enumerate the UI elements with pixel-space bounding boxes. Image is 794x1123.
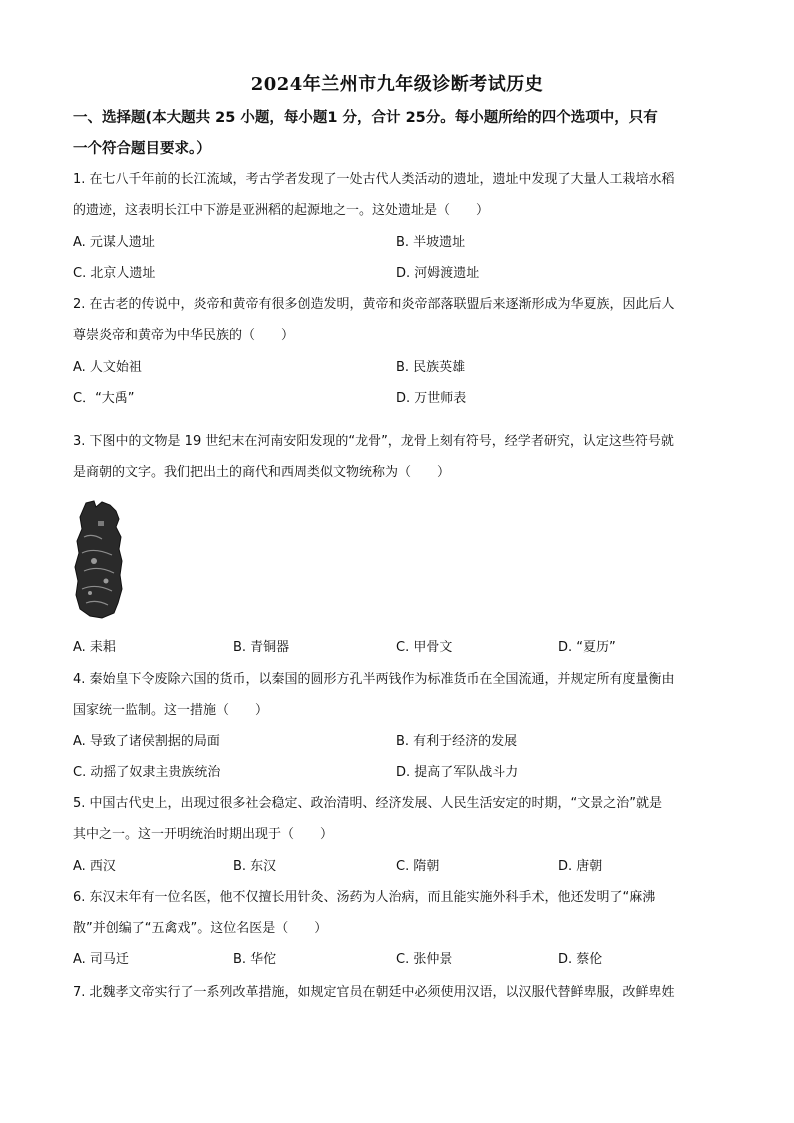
question-6-option-b: B. 华佗 [233,952,277,967]
question-3-option-d: D. “夏历” [558,640,616,655]
question-3-option-b: B. 青铜器 [233,640,290,655]
question-4-stem-line-2: 国家统一监制。这一措施（ ） [73,703,269,718]
question-2-option-b: B. 民族英雄 [396,360,466,375]
question-3-stem-line-2: 是商朝的文字。我们把出土的商代和西周类似文物统称为（ ） [73,465,451,480]
question-1-option-c: C. 北京人遗址 [73,266,156,281]
question-5-option-b: B. 东汉 [233,859,277,874]
question-2-stem-line-2: 尊崇炎帝和黄帝为中华民族的（ ） [73,328,295,343]
question-7-stem-line-1: 7. 北魏孝文帝实行了一系列改革措施，如规定官员在朝廷中必须使用汉语，以汉服代替鲜卑服，改鲜卑姓 [73,985,675,1000]
page-title: 2024年兰州市九年级诊断考试历史 [250,74,544,95]
oracle-bone-icon [72,497,124,622]
question-6-stem-line-2: 散”并创编了“五禽戏”。这位名医是（ ） [73,921,328,936]
question-6-option-a: A. 司马迁 [73,952,129,967]
question-4-option-b: B. 有利于经济的发展 [396,734,518,749]
question-6-option-c: C. 张仲景 [396,952,453,967]
question-6-option-d: D. 蔡伦 [558,952,603,967]
question-5-stem-line-1: 5. 中国古代史上，出现过很多社会稳定、政治清明、经济发展、人民生活安定的时期，“文景之治”就是 [73,796,663,811]
question-5-option-c: C. 隋朝 [396,859,440,874]
question-1-stem-line-1: 1. 在七八千年前的长江流域，考古学者发现了一处古代人类活动的遗址，遗址中发现了大量人工栽培水稻 [73,172,675,187]
section-heading-line-2: 一个符合题目要求。） [73,141,211,157]
question-1-option-d: D. 河姆渡遗址 [396,266,480,281]
question-4-option-a: A. 导致了诸侯割据的局面 [73,734,220,749]
question-5-option-a: A. 西汉 [73,859,116,874]
question-1-stem-line-2: 的遗迹，这表明长江中下游是亚洲稻的起源地之一。这处遗址是（ ） [73,203,490,218]
question-1-option-b: B. 半坡遗址 [396,235,466,250]
question-2-option-a: A. 人文始祖 [73,360,142,375]
question-4-option-d: D. 提高了军队战斗力 [396,765,519,780]
question-2-option-c: C．“大禹” [73,391,135,406]
question-4-stem-line-1: 4. 秦始皇下令废除六国的货币，以秦国的圆形方孔半两钱作为标准货币在全国流通，并规定所有度量衡由 [73,672,675,687]
section-heading-line-1: 一、选择题(本大题共 25 小题，每小题1 分，合计 25分。每小题所给的四个选项中，只有 [73,110,658,126]
question-4-option-c: C. 动摇了奴隶主贵族统治 [73,765,221,780]
question-5-stem-line-2: 其中之一。这一开明统治时期出现于（ ） [73,827,334,842]
question-6-stem-line-1: 6. 东汉末年有一位名医，他不仅擅长用针灸、汤药为人治病，而且能实施外科手术，他还发明了“麻沸 [73,890,656,905]
question-5-option-d: D. 唐朝 [558,859,603,874]
question-2-stem-line-1: 2. 在古老的传说中，炎帝和黄帝有很多创造发明，黄帝和炎帝部落联盟后来逐渐形成为华夏族，因此后人 [73,297,675,312]
question-2-option-d: D. 万世师表 [396,391,467,406]
question-3-option-c: C. 甲骨文 [396,640,453,655]
question-3-option-a: A. 耒耜 [73,640,116,655]
question-3-stem-line-1: 3. 下图中的文物是 19 世纪末在河南安阳发现的“龙骨”，龙骨上刻有符号，经学者研究，认定这些符号就 [73,434,674,449]
question-1-option-a: A. 元谋人遗址 [73,235,155,250]
